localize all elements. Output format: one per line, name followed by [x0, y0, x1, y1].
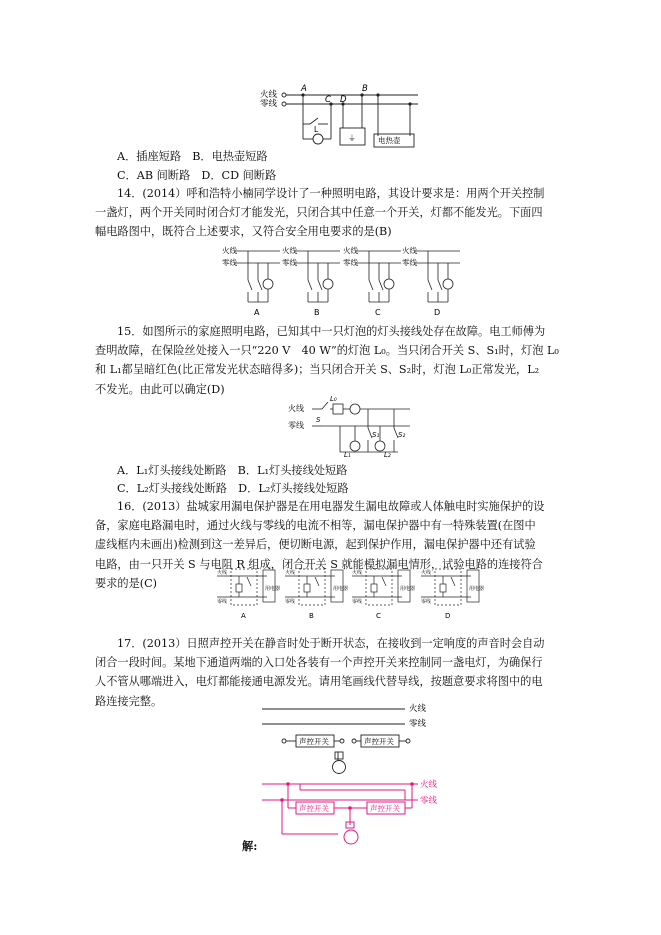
switch-s1-label: S₁ [372, 431, 380, 439]
point-d-label: D [340, 95, 347, 105]
live-wire-label: 火线 [217, 570, 228, 576]
option-label: D [434, 308, 441, 317]
neutral-wire-label: 零线 [421, 599, 432, 605]
q13-option-ab: A．插座短路 B．电热壶短路 [117, 150, 268, 163]
answer-live-wire-label: 火线 [420, 780, 438, 790]
q15-option-cd: C．L₂灯头接线处断路 D．L₂灯头接线处短路 [117, 482, 349, 495]
option-label: A [241, 612, 246, 620]
lamp-l1-label: L₁ [344, 451, 351, 459]
q15-option-ab: A．L₁灯头接线处断路 B．L₁灯头接线处短路 [117, 464, 348, 477]
switch-s-label: S [316, 416, 321, 424]
neutral-wire-label: 零线 [288, 421, 304, 430]
live-wire-label: 火线 [260, 90, 278, 100]
neutral-wire-label: 零线 [352, 599, 363, 605]
option-label: B [314, 308, 320, 317]
kettle-label: 电热壶 [378, 136, 401, 145]
question-15: 15．如图所示的家庭照明电路，已知其中一只灯泡的灯头接线处存在故障。电工师傅为 查明故障，在保险丝处接入一只“220 V 40 W”的灯泡 L₀。当只闭合开关 S、S₁时，灯泡 L₀ 和 L₁都呈暗红色(比正常发光状态暗得多)；当只闭合开关 S、S₂时，灯泡 L₀正常发光，L₂ 不发光。由此可以确定(D) [95, 325, 559, 396]
sound-switch-left-label: 声控开关 [299, 737, 329, 746]
sound-switch-right-label: 声控开关 [364, 737, 394, 746]
neutral-wire-label: 零线 [222, 258, 237, 267]
lamp-label: L [314, 125, 319, 134]
appliance-label: 用电器 [400, 586, 416, 592]
appliance-label: 用电器 [469, 586, 485, 592]
appliance-label: 用电器 [265, 586, 281, 592]
question-16: 16．(2013）盐城家用漏电保护器是在用电器发生漏电故障或人体触电时实施保护的设 备，家庭电路漏电时，通过火线与零线的电流不相等，漏电保护器中有一特殊装置(在图中 虚线框内未画出)检测到这一差异后，便切断电源，起到保护作用，漏电保护器中还有试验 电路，由一只开关 S 与电阻 R 组成，闭合开关 S 就能模拟漏电情形，试验电路的连接符合 要求的是(C) [95, 500, 545, 590]
answer-label: 解: [242, 839, 258, 853]
point-b-label: B [362, 84, 368, 94]
lamp-l2-label: L₂ [384, 451, 391, 459]
question-14: 14．(2014）呼和浩特小楠同学设计了一种照明电路，其设计要求是：用两个开关控制 一盏灯，两个开关同时闭合灯才能发光，只闭合其中任意一个开关，灯都不能发光。下面四 幅电路图中，既符合上述要求，又符合安全用电要求的是(B) [95, 187, 545, 239]
point-a-label: A [301, 84, 307, 94]
live-wire-label: 火线 [402, 246, 417, 255]
live-wire-label: 火线 [421, 570, 432, 576]
lamp-l0-label: L₀ [330, 395, 337, 403]
live-wire-label: 火线 [343, 246, 358, 255]
socket-icon: ⏚ [348, 134, 356, 143]
option-label: C [376, 612, 381, 620]
switch-s2-label: S₂ [398, 431, 406, 439]
live-wire-label: 火线 [282, 246, 297, 255]
option-label: D [445, 612, 451, 620]
neutral-wire-label: 零线 [285, 599, 296, 605]
answer-switch-left-label: 声控开关 [299, 804, 329, 813]
q13-option-cd: C．AB 间断路 D．CD 间断路 [117, 169, 277, 182]
appliance-label: 用电器 [333, 586, 349, 592]
live-wire-label: 火线 [288, 404, 304, 413]
point-c-label: C [325, 95, 331, 105]
live-wire-label: 火线 [409, 704, 427, 714]
live-wire-label: 火线 [352, 570, 363, 576]
neutral-wire-label: 零线 [343, 258, 358, 267]
neutral-wire-label: 零线 [282, 258, 297, 267]
neutral-wire-label: 零线 [409, 719, 427, 729]
live-wire-label: 火线 [222, 246, 237, 255]
live-wire-label: 火线 [285, 570, 296, 576]
option-label: A [254, 308, 260, 317]
neutral-wire-label: 零线 [402, 258, 417, 267]
answer-neutral-wire-label: 零线 [420, 796, 438, 806]
neutral-wire-label: 零线 [260, 99, 278, 109]
answer-switch-right-label: 声控开关 [370, 804, 400, 813]
neutral-wire-label: 零线 [217, 599, 228, 605]
option-label: B [309, 612, 314, 620]
option-label: C [375, 308, 381, 317]
question-17: 17．(2013）日照声控开关在静音时处于断开状态，在接收到一定响度的声音时会自动 闭合一段时间。某地下通道两端的入口处各装有一个声控开关来控制同一盏电灯，为确保行 人不管从哪端进入，电灯都能接通电源发光。请用笔画线代替导线，按题意要求将图中的电 路连接完整。 [95, 637, 545, 708]
